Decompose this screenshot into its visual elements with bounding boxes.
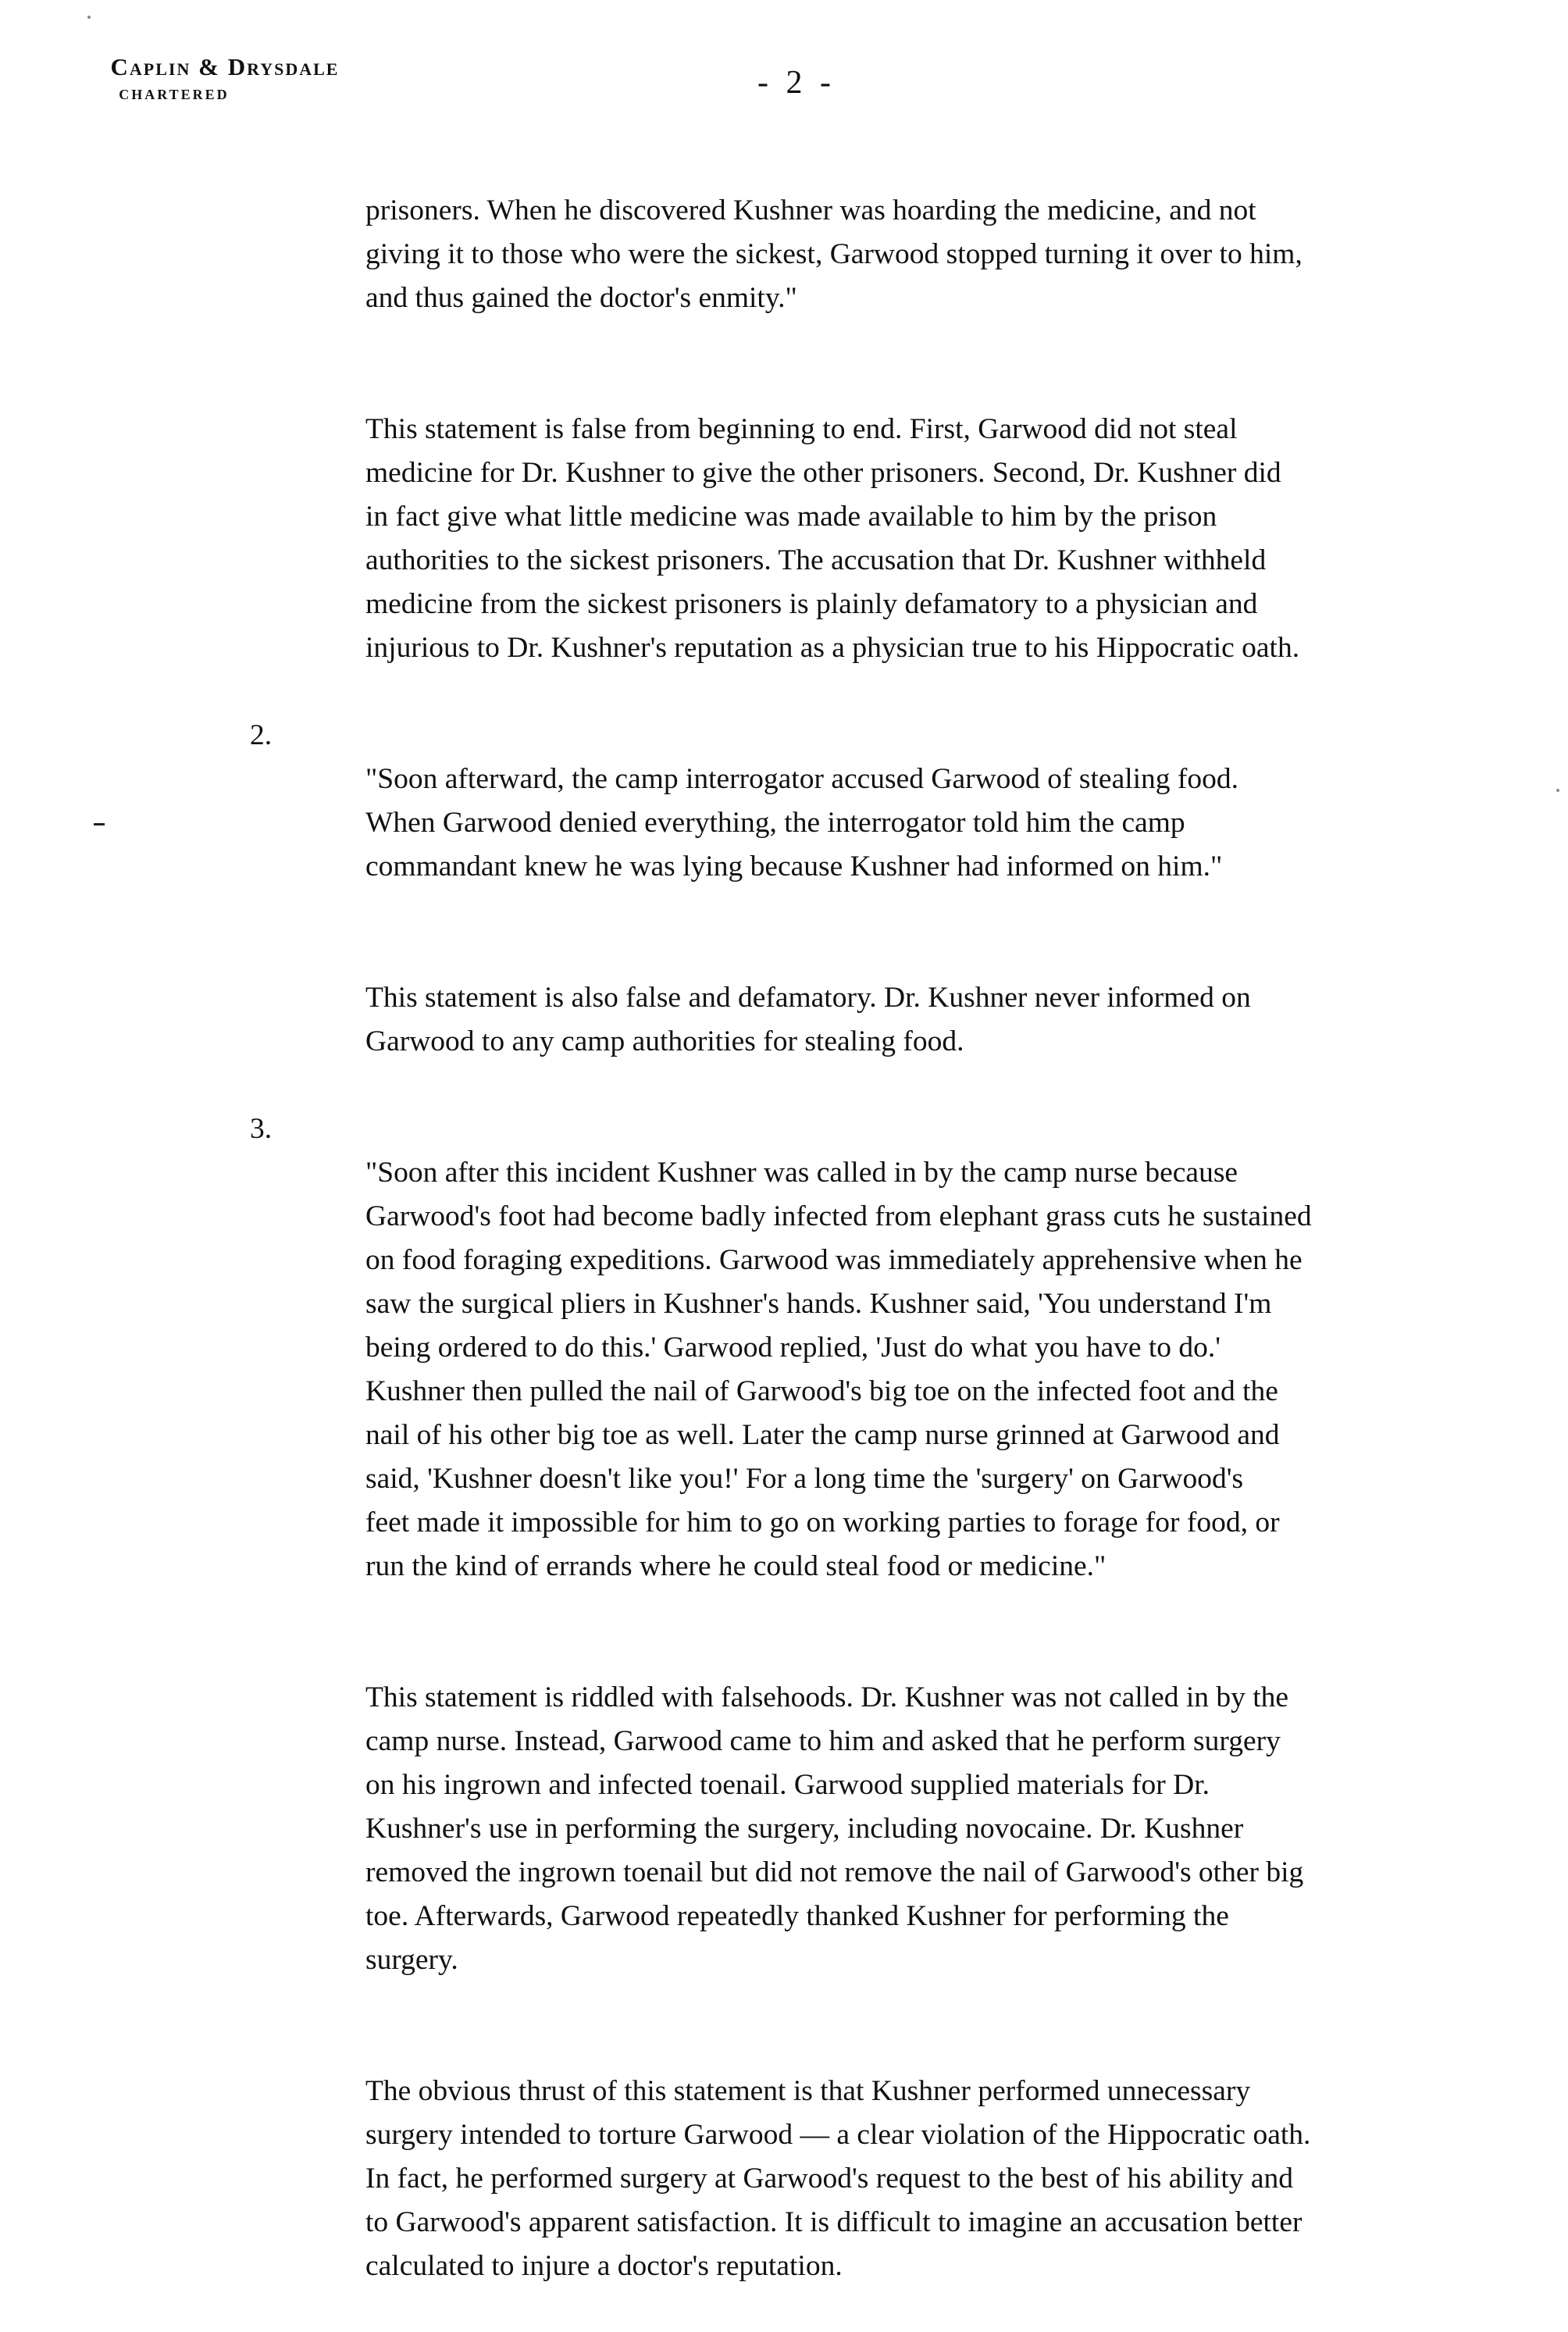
scan-speck	[87, 16, 91, 19]
firm-name: Caplin & Drysdale	[110, 53, 340, 80]
scan-speck	[1556, 789, 1559, 792]
paragraph-text: The obvious thrust of this statement is that Kushner performed unnecessary surgery intended to torture Garwood — a clear violation of the Hippocratic oath. In fact, he performed surgery at Garwood's request to the best of his ability and to Garwood's apparent satisfaction. It is difficult to imagine an accusation better calculated to injure a doctor's reputation.	[365, 2075, 1311, 2282]
paragraph	[365, 2026, 1556, 2288]
paragraph-text: This statement is also false and defamatory. Dr. Kushner never informed on Garwood to any camp authorities for stealing food.	[365, 982, 1251, 1057]
letterhead	[69, 52, 381, 106]
margin-dash-mark	[94, 823, 105, 825]
paragraph-number: 3.	[250, 1113, 273, 1145]
firm-subtitle: CHARTERED	[119, 87, 230, 102]
page-number: - 2 -	[757, 65, 836, 101]
paragraph-text: "Soon after this incident Kushner was called in by the camp nurse because Garwood's foot had become badly infected from elephant grass cuts he sustained on food foraging expeditions. Garwood was immediately apprehensive when he saw the surgical pliers in Kushner's hands. Kushner said, 'You understand I'm being ordered to do this.' Garwood replied, 'Just do what you have to do.' Kushner then pulled the nail of Garwood's big toe on the infected foot and the nail of his other big toe as well. Later the camp nurse grinned at Garwood and said, 'Kushner doesn't like you!' For a long time the 'surgery' on Garwood's feet made it impossible for him to go on working parties to forage for food, or run the kind of errands where he could steal food or medicine."	[365, 1157, 1312, 1582]
numbered-paragraph	[250, 714, 1556, 889]
document-body	[250, 145, 1556, 2332]
paragraph-text: "Soon afterward, the camp interrogator accused Garwood of stealing food. When Garwood denied everything, the interrogator told him the camp commandant knew he was lying because Kushner had informed on him."	[365, 763, 1239, 883]
paragraph	[365, 1632, 1556, 1982]
paragraph-text: prisoners. When he discovered Kushner was hoarding the medicine, and not giving it to those who were the sickest, Garwood stopped turning it over to him, and thus gained the doctor's enmity."	[365, 194, 1303, 314]
paragraph-number: 2.	[250, 719, 273, 751]
paragraph	[365, 364, 1556, 670]
paragraph-text: This statement is riddled with falsehoods. Dr. Kushner was not called in by the camp nurse. Instead, Garwood came to him and asked that he perform surgery on his ingrown and infected toenail. Garwood supplied materials for Dr. Kushner's use in performing the surgery, including novocaine. Dr. Kushner removed the ingrown toenail but did not remove the nail of Garwood's other big toe. Afterwards, Garwood repeatedly thanked Kushner for performing the surgery.	[365, 1681, 1304, 1976]
paragraph	[365, 932, 1556, 1064]
numbered-paragraph	[250, 1107, 1556, 1589]
paragraph-text: This statement is false from beginning to end. First, Garwood did not steal medicine for Dr. Kushner to give the other prisoners. Second, Dr. Kushner did in fact give what little medicine was made available to him by the prison authorities to the sickest prisoners. The accusation that Dr. Kushner withheld medicine from the sickest prisoners is plainly defamatory to a physician and injurious to Dr. Kushner's reputation as a physician true to his Hippocratic oath.	[365, 413, 1300, 664]
paragraph	[365, 145, 1556, 320]
